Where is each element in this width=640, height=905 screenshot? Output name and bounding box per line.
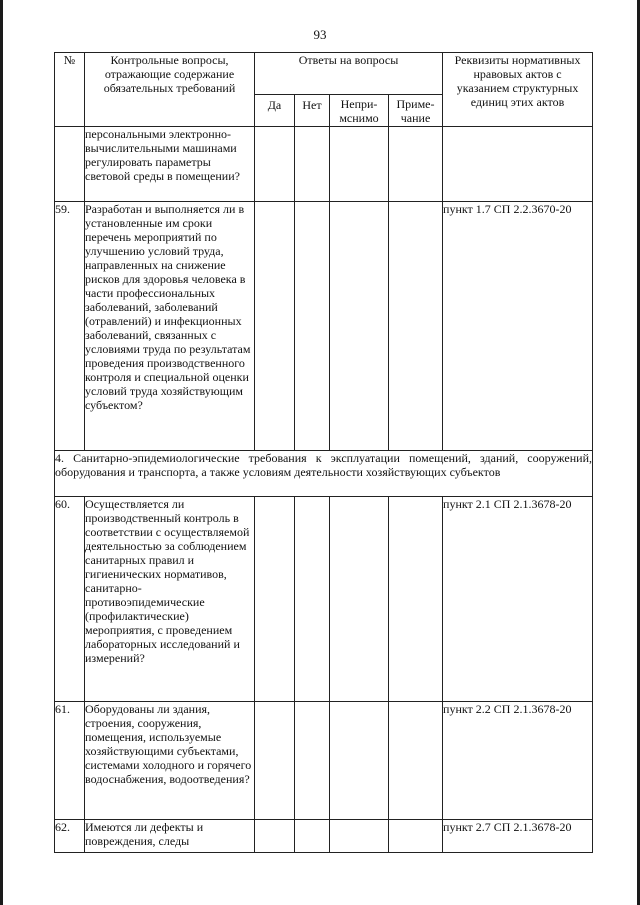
answer-na-cell[interactable] [330, 202, 389, 451]
row-requisite: пункт 2.2 СП 2.1.3678-20 [443, 702, 593, 820]
row-number: 61. [55, 702, 85, 820]
row-requisite [443, 127, 593, 202]
answer-note-cell[interactable] [389, 127, 443, 202]
answer-note-cell[interactable] [389, 702, 443, 820]
table-row [55, 127, 593, 202]
row-requisite: пункт 1.7 СП 2.2.3670-20 [443, 202, 593, 451]
answer-yes-cell[interactable] [255, 497, 295, 702]
header-questions: Контрольные вопросы, отражающие содержание обязательных требований [85, 53, 255, 127]
answer-na-cell[interactable] [330, 820, 389, 853]
header-requisites: Реквизиты нормативных нравовых актов с указанием структурных единиц этих актов [443, 53, 593, 127]
answer-no-cell[interactable] [295, 127, 330, 202]
row-requisite: пункт 2.1 СП 2.1.3678-20 [443, 497, 593, 702]
answer-na-cell[interactable] [330, 497, 389, 702]
table-row [55, 497, 593, 702]
answer-no-cell[interactable] [295, 820, 330, 853]
answer-note-cell[interactable] [389, 202, 443, 451]
answer-no-cell[interactable] [295, 202, 330, 451]
scan-left-edge [0, 0, 3, 905]
row-requisite: пункт 2.7 СП 2.1.3678-20 [443, 820, 593, 853]
answer-yes-cell[interactable] [255, 202, 295, 451]
row-question: персональными электронно-вычислительными машинами регулировать параметры световой среды в помещении? [85, 127, 255, 202]
answer-yes-cell[interactable] [255, 820, 295, 853]
header-num: № [55, 53, 85, 127]
header-row [55, 53, 593, 95]
answer-note-cell[interactable] [389, 497, 443, 702]
row-number [55, 127, 85, 202]
answer-yes-cell[interactable] [255, 127, 295, 202]
answer-note-cell[interactable] [389, 820, 443, 853]
answer-na-cell[interactable] [330, 702, 389, 820]
page-number: 93 [313, 27, 327, 42]
table-row [55, 820, 593, 853]
answer-no-cell[interactable] [295, 497, 330, 702]
answer-na-cell[interactable] [330, 127, 389, 202]
header-not-applicable: Непри-мснимо [330, 95, 389, 127]
header-note: Приме-чание [389, 95, 443, 127]
row-number: 60. [55, 497, 85, 702]
table-row [55, 702, 593, 820]
table-row [55, 202, 593, 451]
header-yes: Да [255, 95, 295, 127]
row-question: Оборудованы ли здания, строения, сооружения, помещения, используемые хозяйствующими субъектами, системами холодного и горячего водоснабжения, водоотведения? [85, 702, 255, 820]
row-question: Имеются ли дефекты и повреждения, следы [85, 820, 255, 853]
requirements-table [54, 52, 593, 853]
section-title: 4. Санитарно-эпидемиологические требования к эксплуатации помещений, зданий, сооружений, оборудования и транспорта, а также условиям деятельности хозяйствующих субъектов [55, 451, 593, 497]
row-number: 59. [55, 202, 85, 451]
row-question: Разработан и выполняется ли в установленные им сроки перечень мероприятий по улучшению условий труда, направленных на снижение рисков для здоровья человека в части профессиональных заболеваний, заболеваний (отравлений) и инфекционных заболеваний, связанных с условиями труда по результатам проведения производственного контроля и специальной оценки условий труда хозяйствующим субъектом? [85, 202, 255, 451]
section-row [55, 451, 593, 497]
row-number: 62. [55, 820, 85, 853]
row-question: Осуществляется ли производственный контроль в соответствии с осуществляемой деятельностью за соблюдением санитарных правил и гигиенических нормативов, санитарно-противоэпидемические (профилактические) мероприятия, с проведением лабораторных исследований и измерений? [85, 497, 255, 702]
answer-no-cell[interactable] [295, 702, 330, 820]
answer-yes-cell[interactable] [255, 702, 295, 820]
header-answers: Ответы на вопросы [255, 53, 443, 95]
header-no: Нет [295, 95, 330, 127]
